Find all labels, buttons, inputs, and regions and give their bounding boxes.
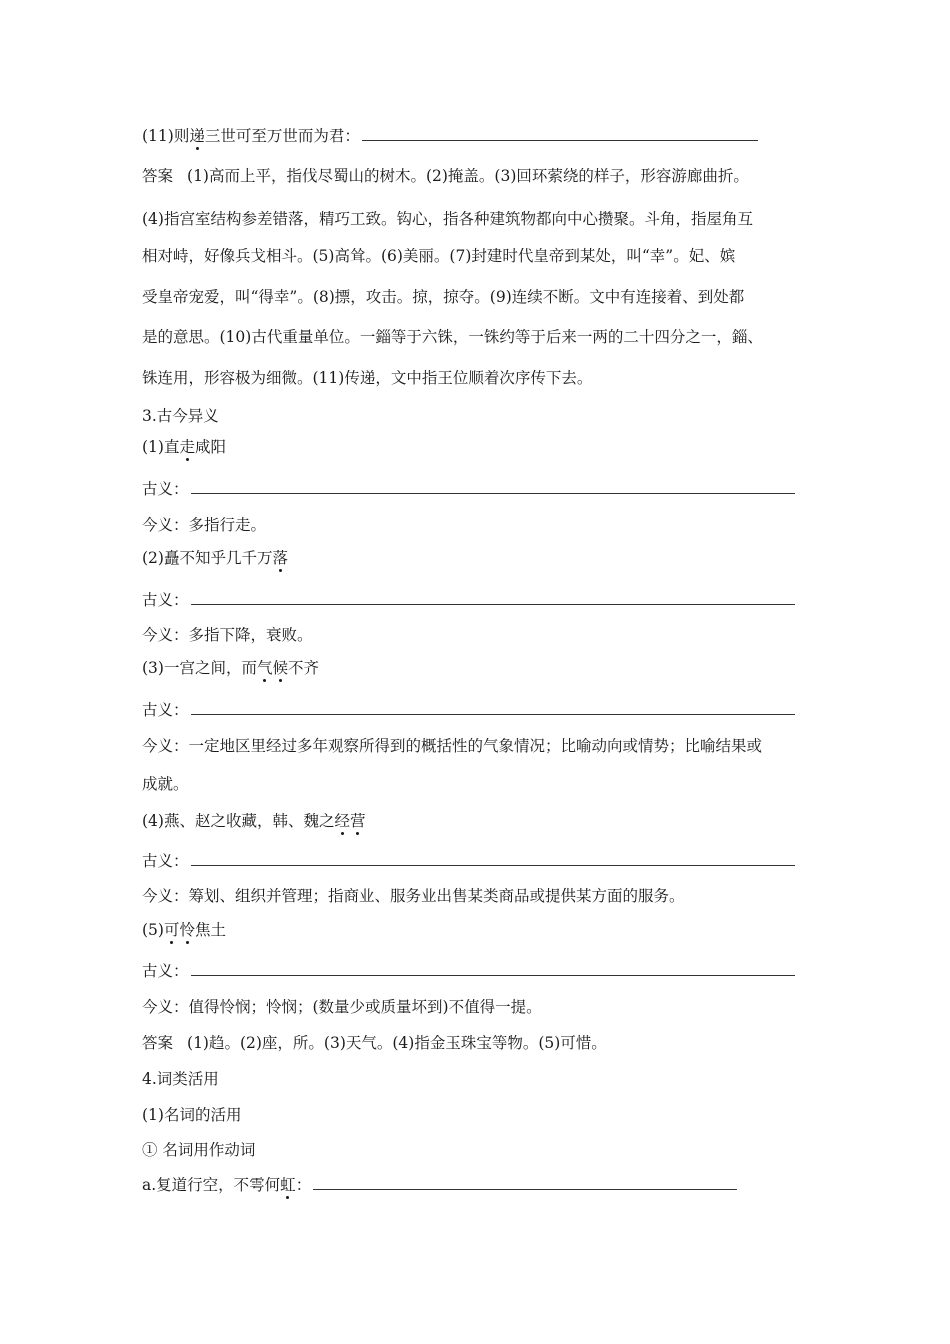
item-text: (1)直 [142,438,180,456]
item-text-end: 咸阳 [194,438,226,456]
subsection-item-title: ① 名词用作动词 [142,1141,256,1159]
dotted-char: 经 [334,812,350,830]
dotted-char: 候 [272,659,288,677]
answer-blank[interactable] [191,700,795,715]
gujin-item-5 [142,920,226,940]
ancient-label: 古义： [142,480,189,498]
modern-meaning-3b: 成就。 [142,775,189,793]
answer-line-5: 是的意思。(10)古代重量单位。一錙等于六铢，一铢约等于后来一两的二十四分之一，錙、 [142,328,763,346]
ancient-meaning-5 [142,961,795,981]
answer-label: 答案 [142,1034,174,1052]
item-text: (3)一宫之间，而 [142,659,257,677]
subsection-title: (1)名词的活用 [142,1106,242,1124]
gujin-item-4 [142,811,366,831]
question-a [142,1175,737,1195]
item-text: (4)燕、赵之收藏，韩、魏之 [142,812,335,830]
answer-text: (1)趋。(2)座，所。(3)天气。(4)指金玉珠宝等物。(5)可惜。 [187,1034,607,1052]
modern-meaning-3a: 今义：一定地区里经过多年观察所得到的概括性的气象情况；比喻动向或情势；比喻结果或 [142,737,763,755]
question-text: a.复道行空，不雩何 [142,1176,281,1194]
dotted-char: 怜 [179,921,195,939]
item-text-end: 焦土 [195,921,227,939]
ancient-label: 古义： [142,701,189,719]
question-text-end: 三世可至万世而为君： [204,127,360,145]
answer-blank[interactable] [191,479,795,494]
answer-blank[interactable] [191,851,795,866]
answer-3 [142,1033,607,1053]
answer-blank[interactable] [362,126,758,141]
answer-line-1 [142,166,749,186]
ancient-meaning-2 [142,590,795,610]
gujin-item-3 [142,658,319,678]
dotted-char: 递 [189,127,205,145]
answer-line-2: (4)指宫室结构参差错落，精巧工致。钩心，指各种建筑物都向中心攒聚。斗角，指屋角互 [142,210,753,228]
ancient-label: 古义： [142,962,189,980]
dotted-char: 落 [272,549,288,567]
question-text: (11)则 [142,127,190,145]
item-text-end: 不齐 [288,659,320,677]
modern-meaning-5: 今义：值得怜悯；怜悯；(数量少或质量坏到)不值得一提。 [142,998,542,1016]
answer-blank[interactable] [313,1175,737,1190]
gujin-item-2 [142,548,288,568]
gujin-item-1 [142,437,226,457]
dotted-char: 营 [349,812,366,830]
section-title-4: 4.词类活用 [142,1070,219,1088]
dotted-char: 可 [163,921,180,939]
section-title-3: 3.古今异义 [142,407,219,425]
ancient-label: 古义： [142,852,189,870]
item-text: (5) [142,921,164,939]
answer-label: 答案 [142,167,174,185]
answer-line-6: 铢连用，形容极为细微。(11)传递，文中指王位顺着次序传下去。 [142,369,593,387]
ancient-meaning-4 [142,851,795,871]
question-text-end: ： [295,1176,312,1194]
answer-line-3: 相对峙，好像兵戈相斗。(5)高耸。(6)美丽。(7)封建时代皇帝到某处，叫“幸”。妃、嫔 [142,247,736,265]
modern-meaning-2: 今义：多指下降，衰败。 [142,626,313,644]
dotted-char: 气 [256,659,273,677]
answer-text: (1)高而上平，指伐尽蜀山的树木。(2)掩盖。(3)回环萦绕的样子，形容游廊曲折。 [187,167,749,185]
modern-meaning-4: 今义：筹划、组织并管理；指商业、服务业出售某类商品或提供某方面的服务。 [142,887,685,905]
dotted-char: 走 [179,438,195,456]
answer-line-4: 受皇帝宠爱，叫“得幸”。(8)摽，攻击。掠，掠夺。(9)连续不断。文中有连接着、到处都 [142,288,745,306]
answer-blank[interactable] [191,961,795,976]
answer-blank[interactable] [191,590,795,605]
dotted-char: 虹 [280,1176,296,1194]
item-text: (2)矗不知乎几千万 [142,549,273,567]
ancient-label: 古义： [142,591,189,609]
ancient-meaning-3 [142,700,795,720]
ancient-meaning-1 [142,479,795,499]
modern-meaning-1: 今义：多指行走。 [142,516,267,534]
question-11 [142,126,758,146]
